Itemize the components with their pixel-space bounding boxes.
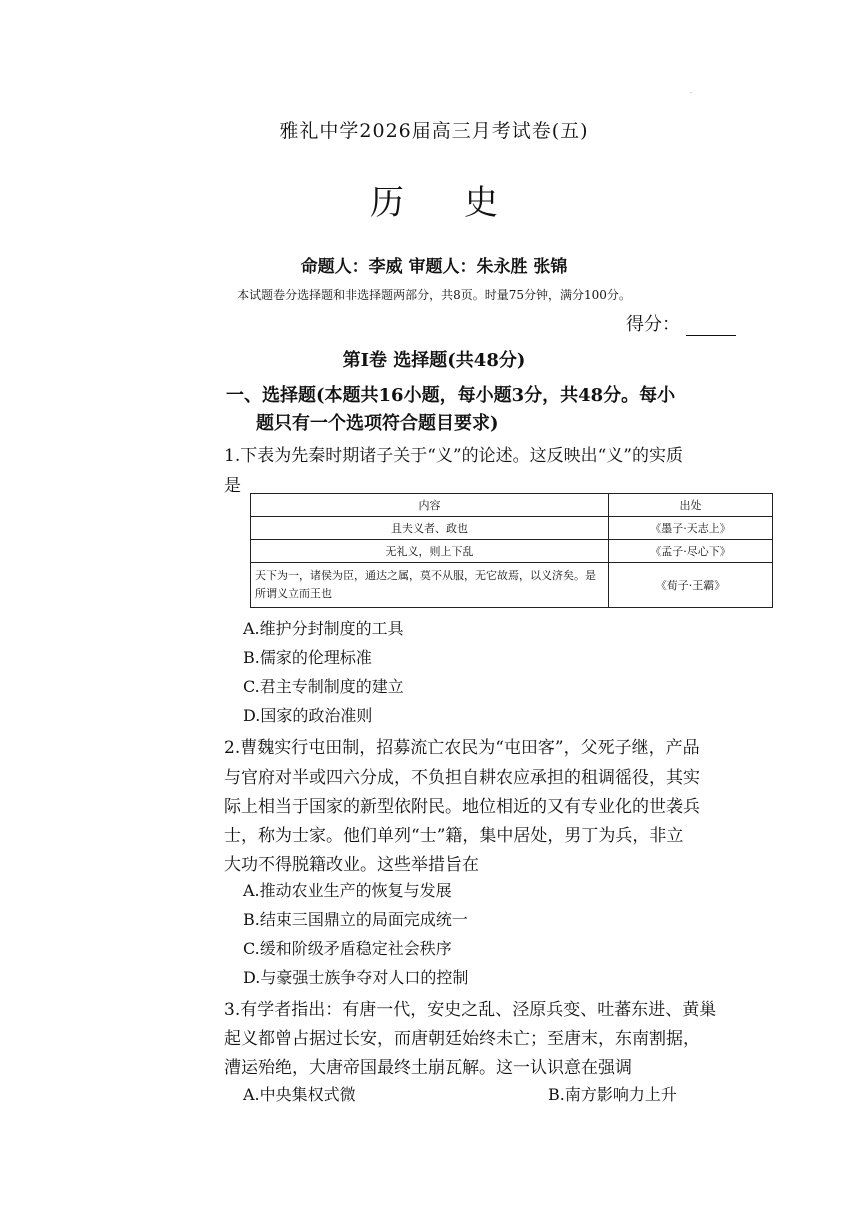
part-title: 第Ⅰ卷 选择题(共48分) [342, 350, 526, 371]
table-header-row [251, 494, 773, 517]
q3-stem-line-1: 3.有学者指出：有唐一代，安史之乱、泾原兵变、吐蕃东进、黄巢 [224, 1000, 717, 1020]
q2-option-b[interactable]: B.结束三国鼎立的局面完成统一 [243, 910, 468, 929]
exam-title: 雅礼中学2026届高三月考试卷(五) [279, 120, 589, 142]
q2-option-a[interactable]: A.推动农业生产的恢复与发展 [243, 881, 452, 900]
q2-option-c[interactable]: C.缓和阶级矛盾稳定社会秩序 [243, 939, 452, 958]
q1-stem-line-1: 1.下表为先秦时期诸子关于“义”的论述。这反映出“义”的实质 [224, 446, 683, 466]
score-label: 得分： [626, 314, 680, 335]
q1-option-a[interactable]: A.维护分封制度的工具 [243, 619, 404, 638]
section-heading [226, 382, 746, 438]
table-header-content: 内容 [251, 494, 609, 517]
q1-source-table [250, 493, 773, 608]
authors-line: 命题人：李威 审题人：朱永胜 张锦 [300, 257, 568, 277]
section-line-1: 一、选择题(本题共16小题，每小题3分，共48分。每小 [226, 385, 676, 406]
instructions-line: 本试题卷分选择题和非选择题两部分，共8页。时量75分钟，满分100分。 [237, 288, 631, 302]
table-header-source: 出处 [609, 494, 773, 517]
q2-stem-line-1: 2.曹魏实行屯田制，招募流亡农民为“屯田客”，父死子继，产品 [224, 738, 700, 758]
score-field [626, 310, 736, 336]
table-row [251, 563, 773, 608]
q1-option-b[interactable]: B.儒家的伦理标准 [243, 648, 372, 667]
q2-stem-line-2: 与官府对半或四六分成，不负担自耕农应承担的租调徭役，其实 [224, 768, 700, 788]
table-row [251, 517, 773, 540]
q3-option-a[interactable]: A.中央集权式微 [243, 1085, 356, 1104]
q2-stem-line-4: 士，称为士家。他们单列“士”籍，集中居处，男丁为兵，非立 [224, 826, 684, 846]
table-cell-source: 《墨子·天志上》 [609, 517, 773, 540]
q2-option-d[interactable]: D.与豪强士族争夺对人口的控制 [243, 968, 469, 987]
score-blank [686, 317, 736, 336]
q2-stem-line-3: 际上相当于国家的新型依附民。地位相近的又有专业化的世袭兵 [224, 797, 700, 817]
q1-option-c[interactable]: C.君主专制制度的建立 [243, 677, 404, 696]
table-cell-content: 无礼义，则上下乱 [251, 540, 609, 563]
scan-speck: · [690, 90, 692, 97]
table-cell-content: 且夫义者、政也 [251, 517, 609, 540]
table-cell-content: 天下为一，诸侯为臣，通达之属，莫不从服，无它故焉，以义济矣。是所谓义立而王也 [251, 563, 609, 608]
q2-stem-line-5: 大功不得脱籍改业。这些举措旨在 [224, 855, 479, 875]
q1-stem-line-2: 是 [224, 476, 241, 496]
table-cell-source: 《孟子·尽心下》 [609, 540, 773, 563]
q3-option-b[interactable]: B.南方影响力上升 [548, 1085, 677, 1104]
subject-title: 历史 [370, 183, 558, 223]
section-line-2: 题只有一个选项符合题目要求) [256, 413, 499, 434]
table-cell-source: 《荀子·王霸》 [609, 563, 773, 608]
q3-stem-line-3: 漕运殆绝，大唐帝国最终土崩瓦解。这一认识意在强调 [224, 1058, 632, 1078]
q3-stem-line-2: 起义都曾占据过长安，而唐朝廷始终未亡；至唐末，东南割据， [224, 1029, 700, 1049]
q1-option-d[interactable]: D.国家的政治准则 [243, 706, 373, 725]
table-row [251, 540, 773, 563]
